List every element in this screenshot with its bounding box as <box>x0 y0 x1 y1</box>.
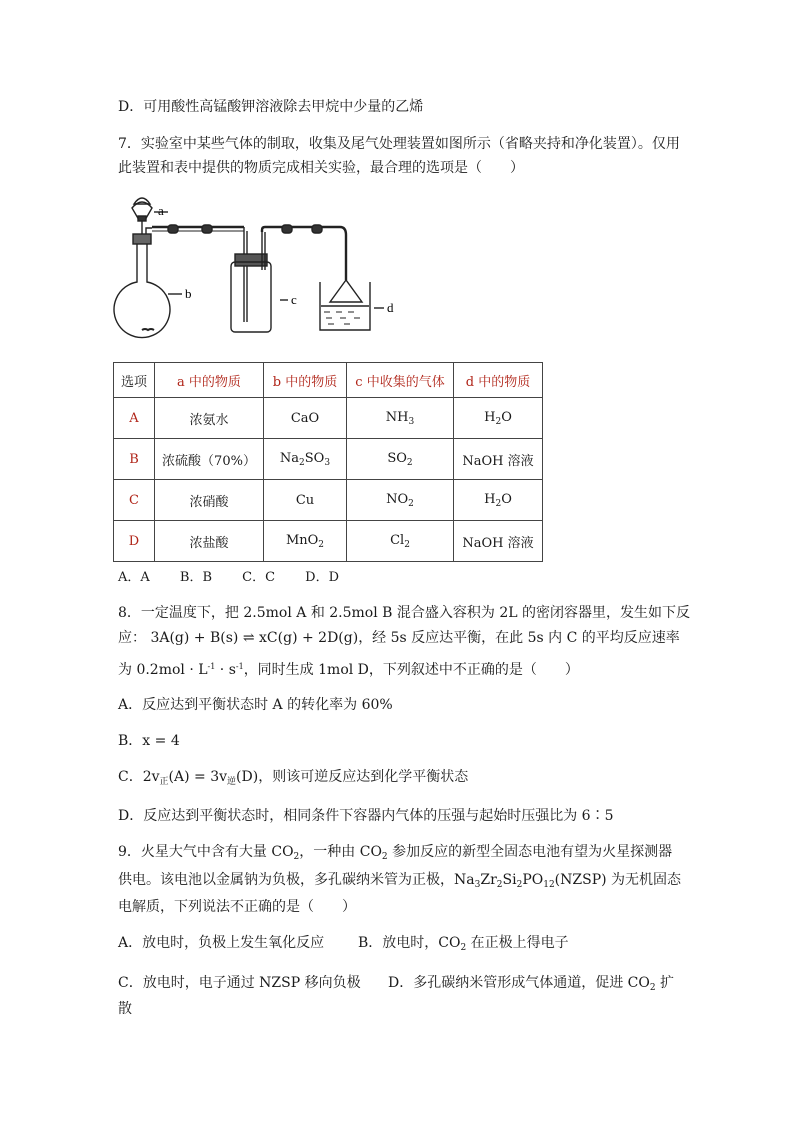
header-a-substance: a 中的物质 <box>155 363 264 398</box>
cell-c: $Cl_2$ <box>347 521 454 562</box>
q9-option-d: D．多孔碳纳米管形成气体通道，促进 $CO_2$ 扩 <box>388 975 675 993</box>
cell-a: 浓盐酸 <box>155 521 264 562</box>
q9-option-a: A．放电时，负极上发生氧化反应 <box>118 935 325 951</box>
table-header-row <box>114 363 543 398</box>
header-c-gas: c 中收集的气体 <box>347 363 454 398</box>
cell-b: CaO <box>264 398 347 439</box>
header-b-substance: b 中的物质 <box>264 363 347 398</box>
q7-options-table <box>113 362 543 562</box>
cell-c: $NO_2$ <box>347 480 454 521</box>
table-row <box>114 480 543 521</box>
table-row <box>114 398 543 439</box>
q9-option-d-line2: 散 <box>118 1001 132 1017</box>
q8-option-d: D．反应达到平衡状态时，相同条件下容器内气体的压强与起始时压强比为 6∶5 <box>118 808 614 824</box>
cell-a: 浓硝酸 <box>155 480 264 521</box>
cell-b: $Na_2SO_3$ <box>264 439 347 480</box>
q6-option-d: D．可用酸性高锰酸钾溶液除去甲烷中少量的乙烯 <box>118 99 424 115</box>
label-b: b <box>185 286 192 301</box>
gas-apparatus-figure <box>112 190 412 350</box>
q8-option-a: A．反应达到平衡状态时 A 的转化率为 60% <box>118 697 393 713</box>
cell-c: $SO_2$ <box>347 439 454 480</box>
label-a: a <box>158 203 164 218</box>
q7-stem-line2: 此装置和表中提供的物质完成相关实验，最合理的选项是（ ） <box>118 160 524 176</box>
row-option: C <box>114 480 155 521</box>
label-c: c <box>291 292 297 307</box>
header-d-substance: d 中的物质 <box>454 363 543 398</box>
equilibrium-arrow: ⇌ <box>242 630 255 646</box>
cell-d: NaOH 溶液 <box>454 439 543 480</box>
cell-a: 浓氨水 <box>155 398 264 439</box>
inverted-funnel <box>330 280 362 302</box>
cell-d: $H_2O$ <box>454 480 543 521</box>
q7-choices: A．A B．B C．C D．D <box>118 570 340 585</box>
label-d: d <box>387 300 394 315</box>
table-row <box>114 439 543 480</box>
equation-left: 3A(g) + B(s) <box>150 630 239 646</box>
q8-line1: 8．一定温度下，把 2.5mol A 和 2.5mol B 混合盛入容积为 2L 的密闭容器里，发生如下反 <box>118 605 691 621</box>
q8-line2: 应： 3A(g) + B(s) ⇌ xC(g) + 2D(g)，经 5s 反应达平衡，在此 5s 内 C 的平均反应速率 <box>118 630 680 646</box>
q9-option-c: C．放电时，电子通过 NZSP 移向负极 <box>118 975 361 991</box>
cell-d: $H_2O$ <box>454 398 543 439</box>
row-option: A <box>114 398 155 439</box>
cell-a: 浓硫酸（70%） <box>155 439 264 480</box>
q7-stem-line1: 7．实验室中某些气体的制取，收集及尾气处理装置如图所示（省略夹持和净化装置）。仅用 <box>118 136 680 152</box>
cell-c: $NH_3$ <box>347 398 454 439</box>
row-option: B <box>114 439 155 480</box>
q9-line3: 电解质，下列说法不正确的是（ ） <box>118 899 356 915</box>
q9-line1: 9．火星大气中含有大量 $CO_2$，一种由 $CO_2$ 参加反应的新型全固态电池有望为火星探测器 <box>118 844 673 862</box>
table-row <box>114 521 543 562</box>
q8-option-c: C．$2v_正(A) = 3v_逆(D)$，则该可逆反应达到化学平衡状态 <box>118 769 469 787</box>
gas-bottle <box>231 262 271 332</box>
cell-b: Cu <box>264 480 347 521</box>
equation-right: xC(g) + 2D(g) <box>259 630 359 646</box>
q8-line3: 为 $0.2mol \cdot L^{-1} \cdot s^{-1}$，同时生成 1mol D，下列叙述中不正确的是（ ） <box>118 662 579 678</box>
round-flask <box>114 244 170 338</box>
q9-option-b: B．放电时，$CO_2$ 在正极上得电子 <box>358 935 569 953</box>
q9-line2: 供电。该电池以金属钠为负极，多孔碳纳米管为正极，$Na_3Zr_2Si_2PO_{12}(NZSP)$ 为无机固态 <box>118 872 682 890</box>
cell-d: NaOH 溶液 <box>454 521 543 562</box>
q8-option-b: B．x = 4 <box>118 733 180 749</box>
header-option: 选项 <box>114 363 155 398</box>
row-option: D <box>114 521 155 562</box>
cell-b: MnO$_2$ <box>264 521 347 562</box>
